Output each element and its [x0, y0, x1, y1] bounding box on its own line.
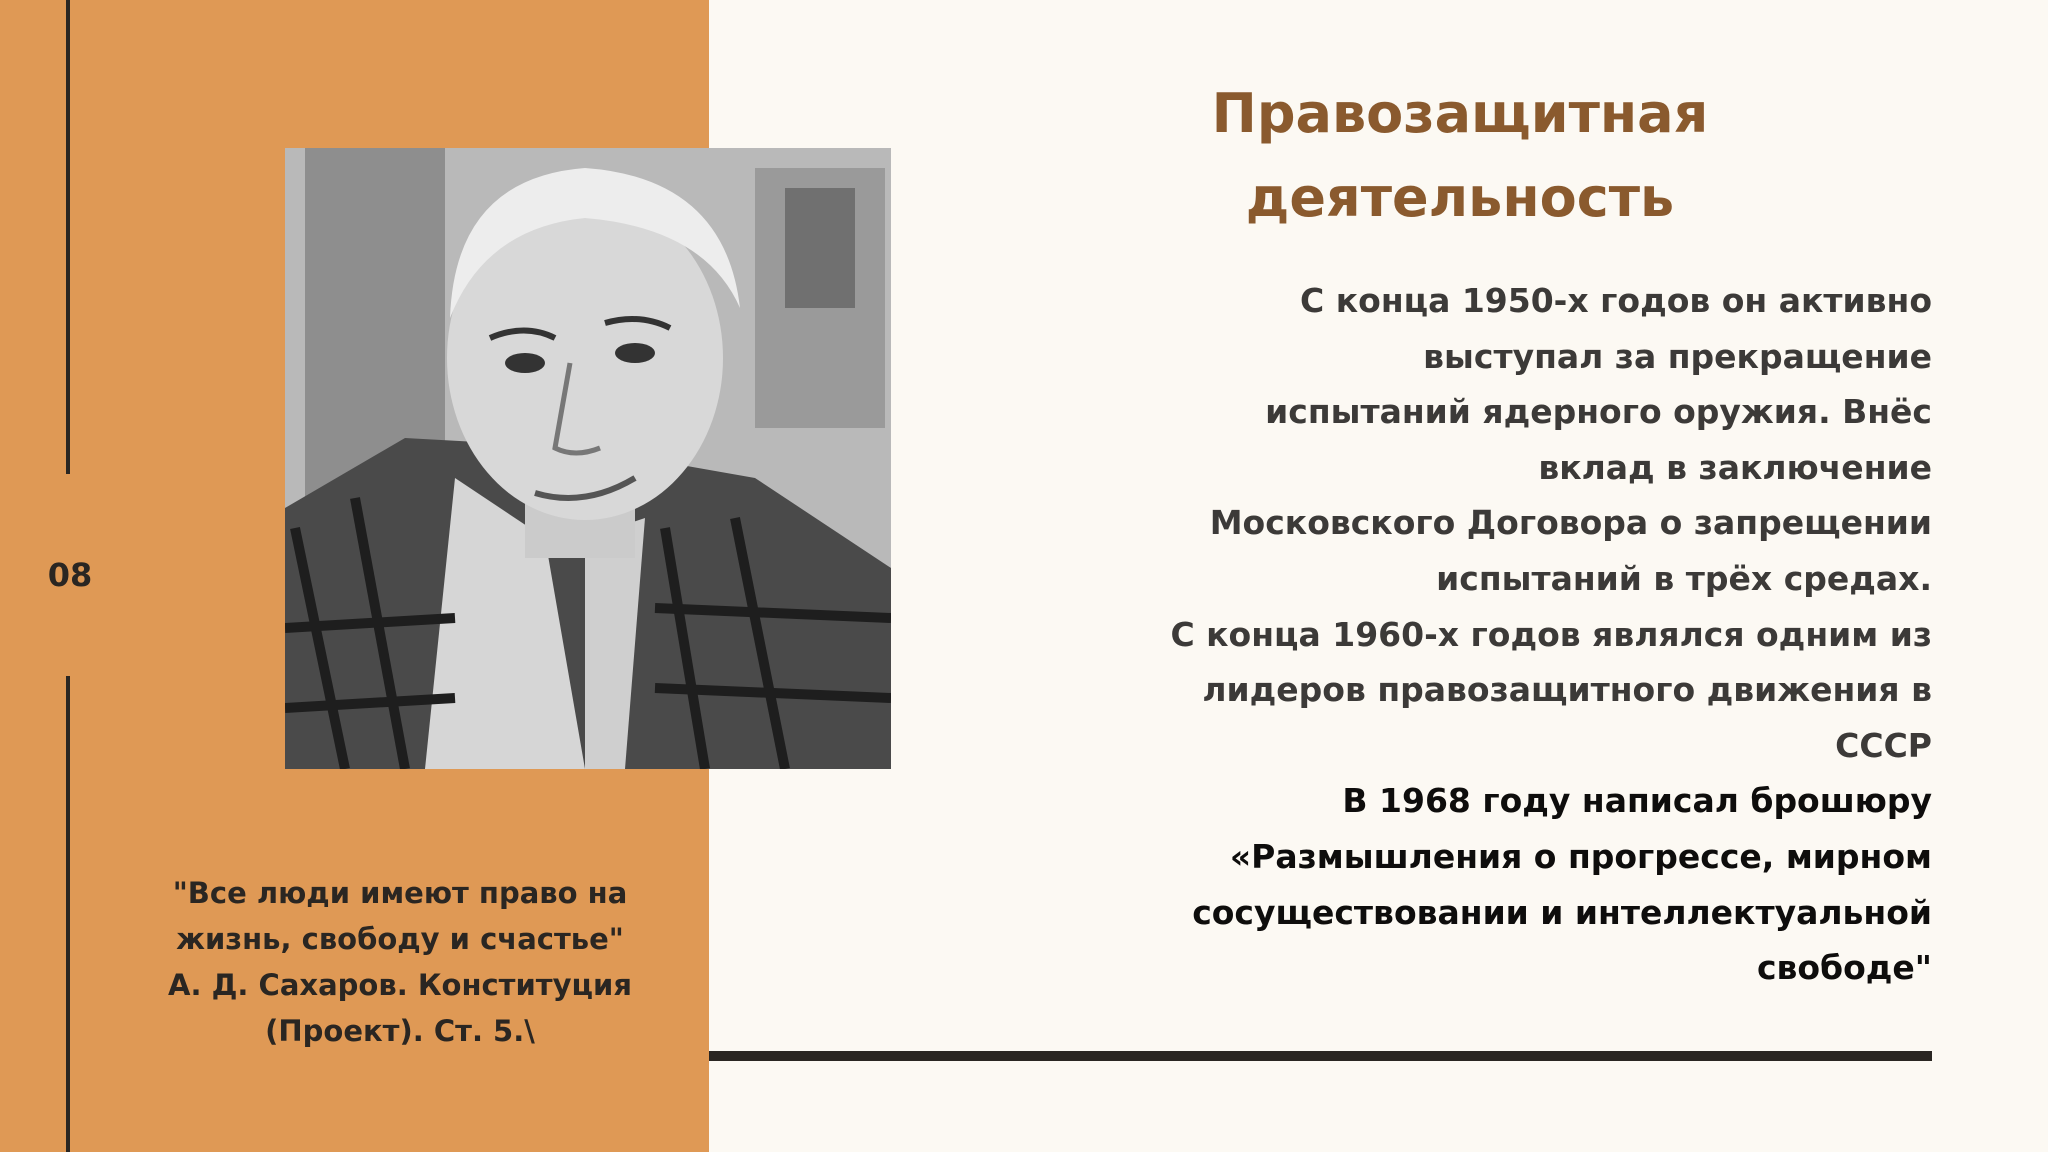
vertical-rule-top [66, 0, 70, 474]
quote-line: (Проект). Ст. 5.\ [265, 1014, 535, 1048]
quote-line: жизнь, свободу и счастье" [176, 922, 624, 956]
body-line: «Размышления о прогрессе, мирном [1229, 836, 1932, 876]
quote [150, 870, 650, 1054]
quote-line: "Все люди имеют право на [172, 876, 628, 910]
portrait-illustration [285, 148, 891, 769]
body-line: Московского Договора о запрещении [1209, 503, 1932, 543]
body-line: СССР [1835, 725, 1932, 765]
body-line: С конца 1950-х годов он активно [1300, 281, 1932, 320]
slide-title [1140, 72, 1780, 240]
body-line: С конца 1960-х годов являлся одним из [1170, 614, 1932, 654]
horizontal-rule [709, 1051, 1932, 1061]
vertical-rule-bottom [66, 676, 70, 1152]
title-line-2: деятельность [1245, 166, 1675, 229]
page-number: 08 [47, 556, 93, 594]
body-line: испытаний в трёх средах. [1436, 558, 1932, 598]
body-line: свободе" [1756, 948, 1932, 988]
body-line: сосуществовании и интеллектуальной [1192, 892, 1932, 932]
title-line-1: Правозащитная [1211, 82, 1709, 145]
body-line: В 1968 году написал брошюру [1342, 781, 1932, 821]
portrait-photo [285, 148, 891, 769]
body-line: выступал за прекращение [1423, 336, 1932, 376]
body-line: вклад в заключение [1538, 447, 1932, 487]
quote-line: А. Д. Сахаров. Конституция [168, 968, 632, 1002]
body-text [1032, 273, 1932, 996]
body-line: испытаний ядерного оружия. Внёс [1265, 392, 1932, 432]
body-line: лидеров правозащитного движения в [1202, 670, 1932, 710]
